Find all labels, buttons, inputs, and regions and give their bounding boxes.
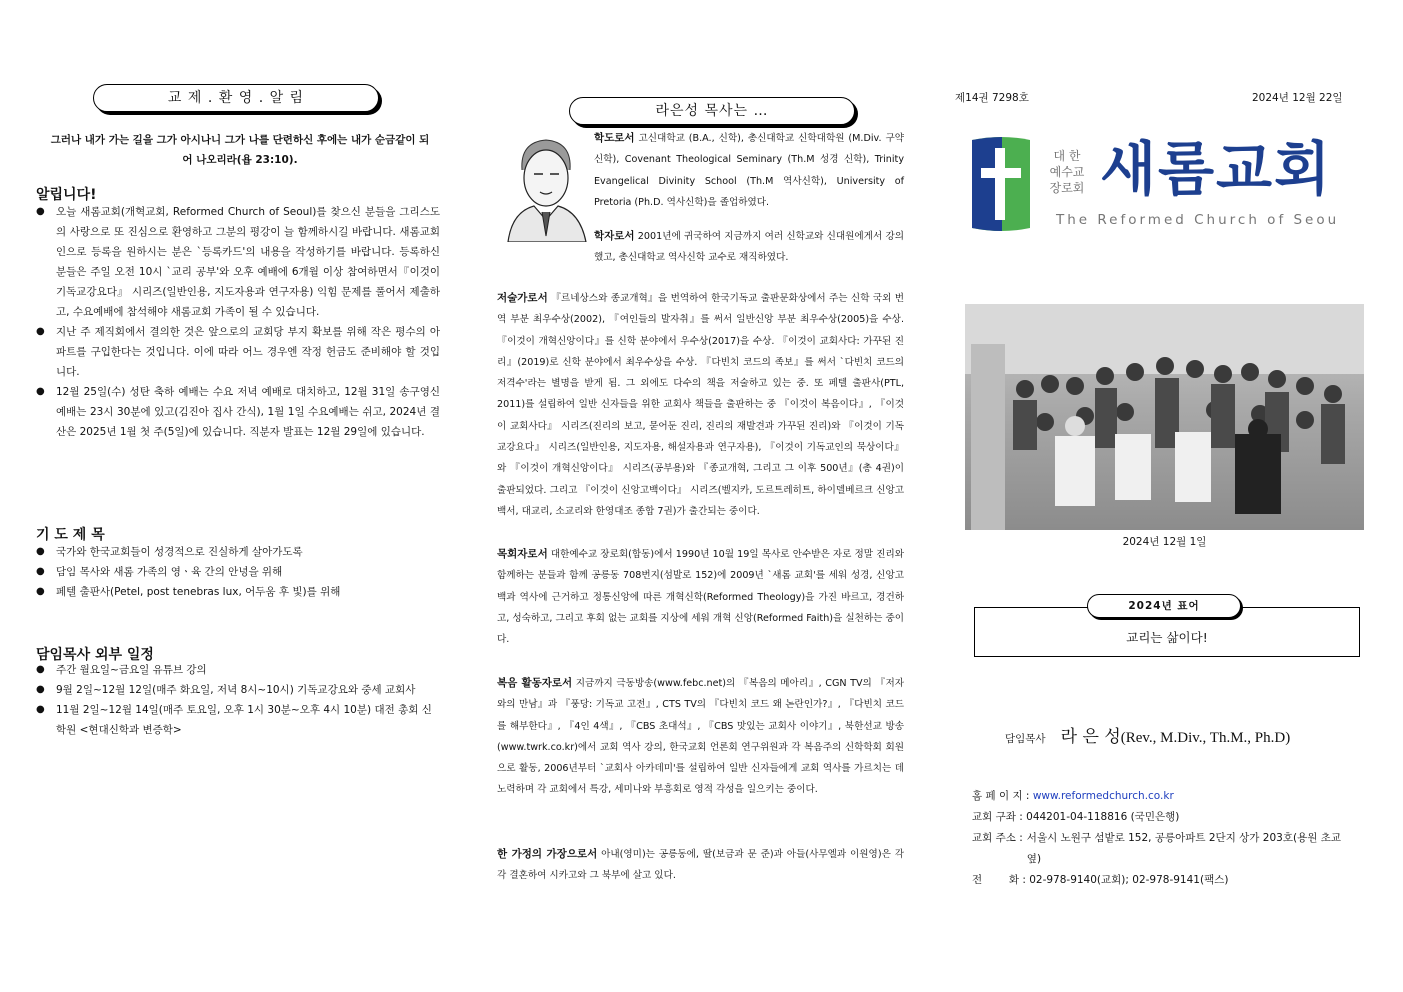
- logo-small-line: 예수교: [1049, 165, 1085, 179]
- issue-date: 2024년 12월 22일: [1252, 92, 1343, 104]
- bio-text: 지금까지 극동방송(www.febc.net)의 『복음의 메아리』, CGN TV의 『저자와의 만남』과 『풍당: 기독교 고전』, CTS TV의 『다빈치 코드 왜 논란인가?』, 『다빈치 코드를 해부한다』, 『4인 4색』, 『CBS 초대석』, 『CBS 맛있는 교회사 이야기』, 북한선교 방송(www.twrk.co.kr)에서 교회 역사 강의, 한국교회 언론회 연구위원과 각 복음주의 신학학회 회원으로 활동, 2006년부터 `교회사 아카데미'를 설립하여 일반 신자들에게 교회 역사를 가르치는 데 노력하며 각 교회에서 특강, 세미나와 부흥회로 영적 각성을 일으키는 중이다.: [497, 678, 904, 796]
- schedule-title: 담임목사 외부 일정: [36, 647, 154, 663]
- prayer-item: ● 담임 목사와 새롬 가족의 영ㆍ육 간의 안녕을 위해: [36, 562, 440, 582]
- bio-text: 고신대학교 (B.A., 신학), 총신대학교 신학대학원 (M.Div. 구약 신학), Covenant Theological Seminary (Th.M 성경 신학), Trinity Evangelical Divinity School (Th.M 역사신학), University of Pretoria (Ph.D. 역사신학)을 졸업하였다.: [594, 133, 904, 208]
- bio-text: 2001년에 귀국하여 지금까지 여러 신학교와 신대원에게서 강의했고, 총신대학교 역사신학 교수로 재직하였다.: [594, 231, 904, 264]
- bio-text: 아내(영미)는 공릉동에, 딸(보금과 문 준)과 아들(사무엘과 이원영)은 각각 결혼하여 시카고와 그 북부에 살고 있다.: [497, 849, 904, 882]
- logo-english-name: The Reformed Church of Seou: [1056, 212, 1340, 228]
- issue-volume: 제14권 7298호: [955, 92, 1029, 104]
- portrait-sketch-icon: [500, 130, 592, 242]
- pastor-line: [1005, 722, 1290, 747]
- motto-text: 교리는 삶이다!: [1126, 630, 1208, 645]
- middle-section-header: 라은성 목사는 …: [569, 97, 855, 125]
- pastor-role: 담임목사: [1005, 733, 1046, 745]
- bio-label: 한 가정의 가장으로서: [497, 848, 598, 860]
- schedule-list: [36, 660, 440, 740]
- bio-evangelist: [497, 673, 904, 801]
- bio-label: 학자로서: [594, 230, 635, 242]
- prayer-item: ● 국가와 한국교회들이 성경적으로 진실하게 살아가도록: [36, 542, 440, 562]
- logo-small-line: 대 한: [1053, 149, 1081, 163]
- bio-academic: [594, 128, 904, 213]
- church-info: [972, 786, 1372, 891]
- logo-small-line: 장로회: [1049, 181, 1085, 195]
- motto-label: 2024년 표어: [1087, 594, 1241, 618]
- bio-label: 복음 활동자로서: [497, 677, 573, 689]
- bio-pastor: [497, 544, 904, 650]
- phone-row: [972, 870, 1372, 891]
- logo-church-name: 새롬교회: [1100, 135, 1333, 203]
- info-value: 044201-04-118816 (국민은행): [1026, 811, 1180, 823]
- pastor-name: 라 은 성: [1060, 727, 1121, 747]
- bio-scholar: [594, 226, 904, 269]
- bio-label: 저술가로서: [497, 292, 548, 304]
- homepage-row: [972, 786, 1372, 807]
- prayer-list: [36, 542, 440, 602]
- account-row: [972, 807, 1372, 828]
- bio-label: 목회자로서: [497, 548, 548, 560]
- notice-item: ● 지난 주 제직회에서 결의한 것은 앞으로의 교회당 부지 확보를 위해 작은 평수의 아파트를 구입한다는 것입니다. 이에 따라 어느 경우엔 작정 헌금도 준비해야 할 것입니다.: [36, 322, 440, 382]
- bio-text: 대한예수교 장로회(합동)에서 1990년 10월 19일 목사로 안수받은 자로 정말 진리와 함께하는 분들과 함께 공릉동 708번지(섬발로 152)에 2009년 `새롬 교회'를 세워 성경, 신앙고백과 역사에 근거하고 정통신앙에 따른 개혁신학(Reformed Theology)을 가진 바르고, 경건하고, 성숙하고, 그리고 후회 없는 교회를 지상에 세워 개혁 신앙(Reformed Faith)을 실천하는 중이다.: [497, 549, 904, 646]
- schedule-item: ● 9월 2일~12월 12일(매주 화요일, 저녁 8시~10시) 기독교강요와 중세 교회사: [36, 680, 440, 700]
- notices-title: 알립니다!: [36, 187, 97, 203]
- info-label: 전 화 :: [972, 874, 1026, 886]
- bio-text: 『르네상스와 종교개혁』을 번역하여 한국기독교 출판문화상에서 주는 신학 국외 번역 부분 최우수상(2002), 『여인들의 발자취』를 써서 일반신앙 부분 최우수상(2005)을 수상. 『이것이 개혁신앙이다』를 신학 분야에서 우수상(2017)을 수상. 『이것이 교회사다: 가꾸된 진리』(2019)로 신학 분야에서 최우수상을 수상. 『다빈치 코드의 족보』를 써서 `다빈치 코드의 저격수'라는 별명을 받게 됨. 그 외에도 다수의 책을 저술하고 있는 중. 또 페텔 출판사(PTL, 2011)를 설립하여 일반 신자들을 위한 교회사 책들을 출판하는 중 『이것이 복음이다』, 『이것이 교회사다』 시리즈(진리의 보고, 묻어둔 진리, 진리의 재발견과 가꾸된 진리)와 『이것이 기독교강요다』 시리즈(일반인용, 지도자용, 해설자용과 연구자용), 『이것이 기독교인의 묵상이다』와 『이것이 개혁신앙이다』 시리즈(공부용)와 『종교개혁, 그리고 그 이후 500년』(총 4권)이 출판되었다. 그리고 『이것이 신앙고백이다』 시리즈(벨지카, 도르트레히트, 하이델베르크 신앙고백서, 대교리, 소교리와 한영대조 종합 7권)가 출간되는 중이다.: [497, 293, 904, 517]
- info-label: 교회 구좌 :: [972, 811, 1023, 823]
- cross-logo-icon: [968, 134, 1034, 234]
- info-value: 02-978-9140(교회); 02-978-9141(팩스): [1029, 874, 1229, 886]
- bio-family: [497, 844, 904, 887]
- pastor-portrait: [500, 130, 592, 242]
- info-value: 서울시 노원구 섬밭로 152, 공릉아파트 2단지 상가 203호(용원 초교 옆): [1026, 832, 1341, 865]
- address-row: [972, 828, 1372, 870]
- notice-item: ● 12월 25일(수) 성탄 축하 예배는 수요 저녁 예배로 대치하고, 12월 31일 송구영신 예배는 23시 30분에 있고(김진아 집사 간식), 1월 1일 수요예배는 쉬고, 2024년 결산은 2025년 1월 첫 주(5일)에 있습니다. 직분자 발표는 12월 29일에 있습니다.: [36, 382, 440, 442]
- left-section-header: 교 제 . 환 영 . 알 림: [93, 84, 379, 112]
- schedule-item: ● 주간 월요일~금요일 유튜브 강의: [36, 660, 440, 680]
- church-logo: [968, 134, 1360, 234]
- schedule-item: ● 11월 2일~12월 14일(매주 토요일, 오후 1시 30분~오후 4시 10분) 대전 총회 신학원 <현대신학과 변증학>: [36, 700, 440, 740]
- notice-item: ● 오늘 새롬교회(개혁교회, Reformed Church of Seoul)를 찾으신 분들을 그리스도의 사랑으로 또 진심으로 환영하고 그분의 평강이 늘 함께하시길 바랍니다. 새롬교회인으로 등록을 원하시는 분은 `등록카드'의 내용을 작성하기를 바랍니다. 등록하신 분들은 주일 오전 10시 `교리 공부'와 오후 예배에 6개월 이상 참여하면서『이것이 기독교강요다』 시리즈(일반인용, 지도자용과 연구자용) 익힘 문제를 풀어서 제출하고, 수요예배에 참석해야 새롬교회 가족이 될 수 있습니다.: [36, 202, 440, 322]
- pastor-degrees: (Rev., M.Div., Th.M., Ph.D): [1120, 730, 1291, 746]
- prayer-item: ● 페텔 출판사(Petel, post tenebras lux, 어두움 후 빛)를 위해: [36, 582, 440, 602]
- bio-label: 학도로서: [594, 132, 635, 144]
- bio-author: [497, 288, 904, 522]
- congregation-photo: [965, 304, 1364, 530]
- logo-denomination: [1048, 148, 1086, 196]
- info-label: 교회 주소 :: [972, 832, 1023, 844]
- photo-caption: 2024년 12월 1일: [1122, 536, 1207, 548]
- prayer-title: 기 도 제 목: [36, 527, 105, 543]
- info-label: 홈 페 이 지 :: [972, 790, 1030, 802]
- homepage-link[interactable]: www.reformedchurch.co.kr: [1032, 790, 1174, 802]
- group-photo-icon: [965, 304, 1364, 530]
- bible-verse: 그러나 내가 가는 길을 그가 아시나니 그가 나를 단련하신 후에는 내가 순금같이 되어 나오리라(욥 23:10).: [50, 134, 430, 166]
- notices-list: [36, 202, 440, 442]
